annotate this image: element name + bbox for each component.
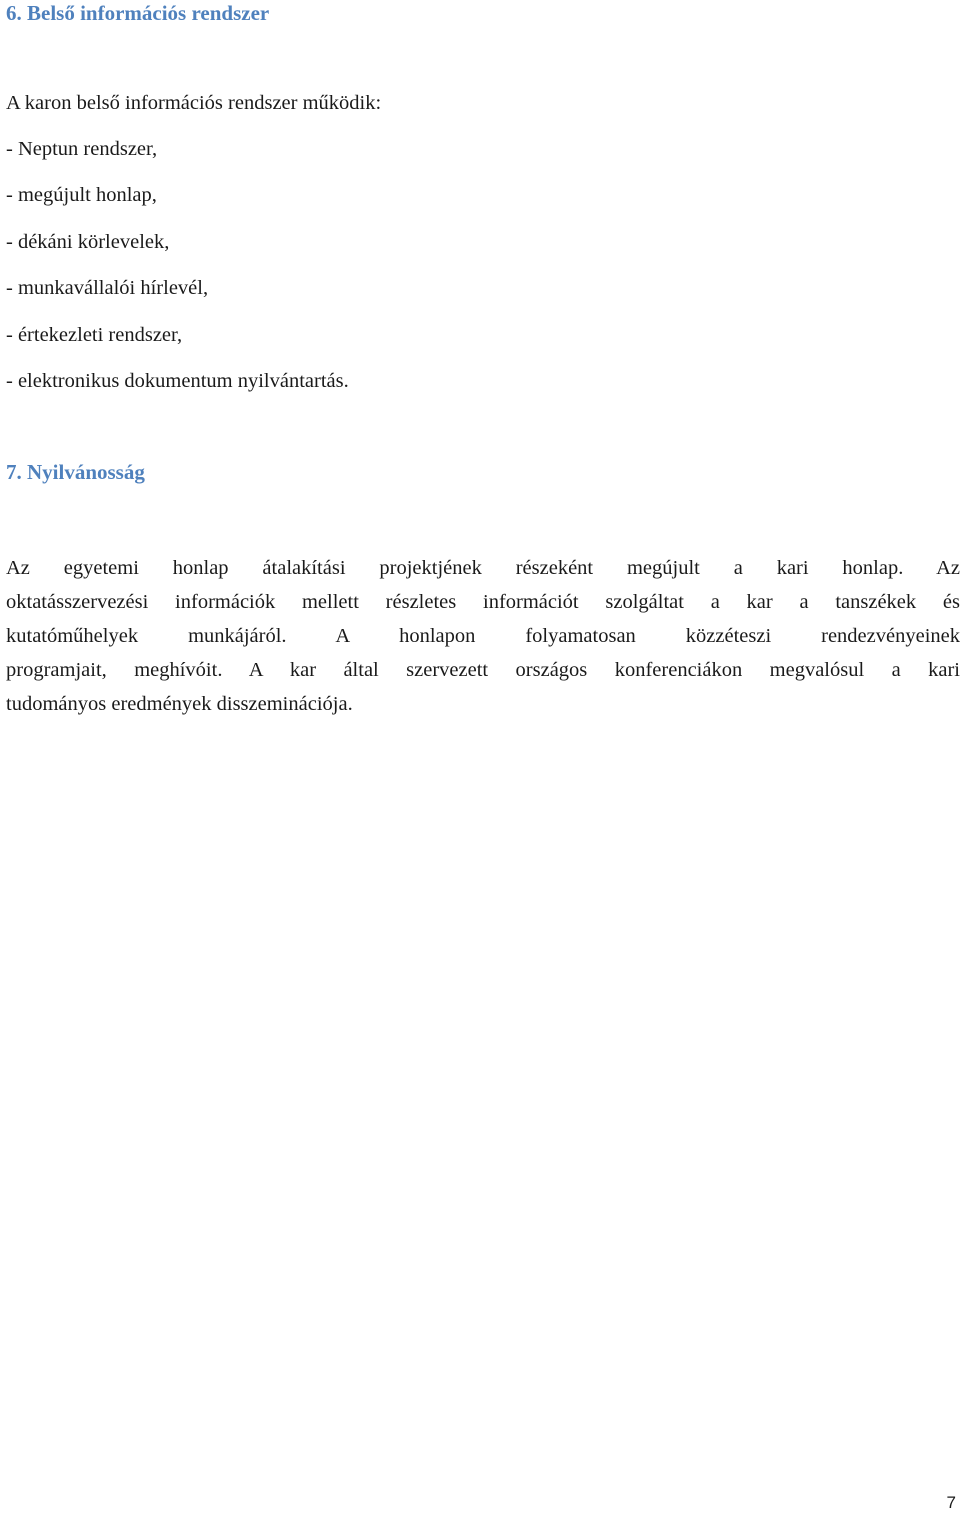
section-7-paragraph — [6, 552, 960, 721]
page-number: 7 — [946, 1493, 956, 1512]
section-7-heading: 7. Nyilvánosság — [6, 460, 145, 484]
list-item: - dékáni körlevelek, — [6, 230, 170, 253]
list-item: - értekezleti rendszer, — [6, 323, 183, 346]
list-item: - megújult honlap, — [6, 184, 157, 207]
paragraph-line: tudományos eredmények disszeminációja. — [6, 692, 353, 715]
list-item: - Neptun rendszer, — [6, 138, 158, 160]
info-system-list — [6, 139, 349, 417]
paragraph-line: Az egyetemi honlap átalakítási projektjének részeként megújult a kari honlap. Az — [6, 557, 960, 579]
paragraph-line: programjait, meghívóit. A kar által szervezett országos konferenciákon megvalósul a kari — [6, 658, 960, 681]
list-item: - elektronikus dokumentum nyilvántartás. — [6, 369, 349, 392]
list-item: - munkavállalói hírlevél, — [6, 277, 209, 300]
paragraph-line: oktatásszervezési információk mellett részletes információt szolgáltat a kar a tanszékek és — [6, 590, 960, 613]
section-6-intro: A karon belső információs rendszer működik: — [6, 92, 382, 114]
paragraph-line: kutatóműhelyek munkájáról. A honlapon folyamatosan közzéteszi rendezvényeinek — [6, 624, 960, 647]
section-6-heading: 6. Belső információs rendszer — [6, 1, 270, 25]
